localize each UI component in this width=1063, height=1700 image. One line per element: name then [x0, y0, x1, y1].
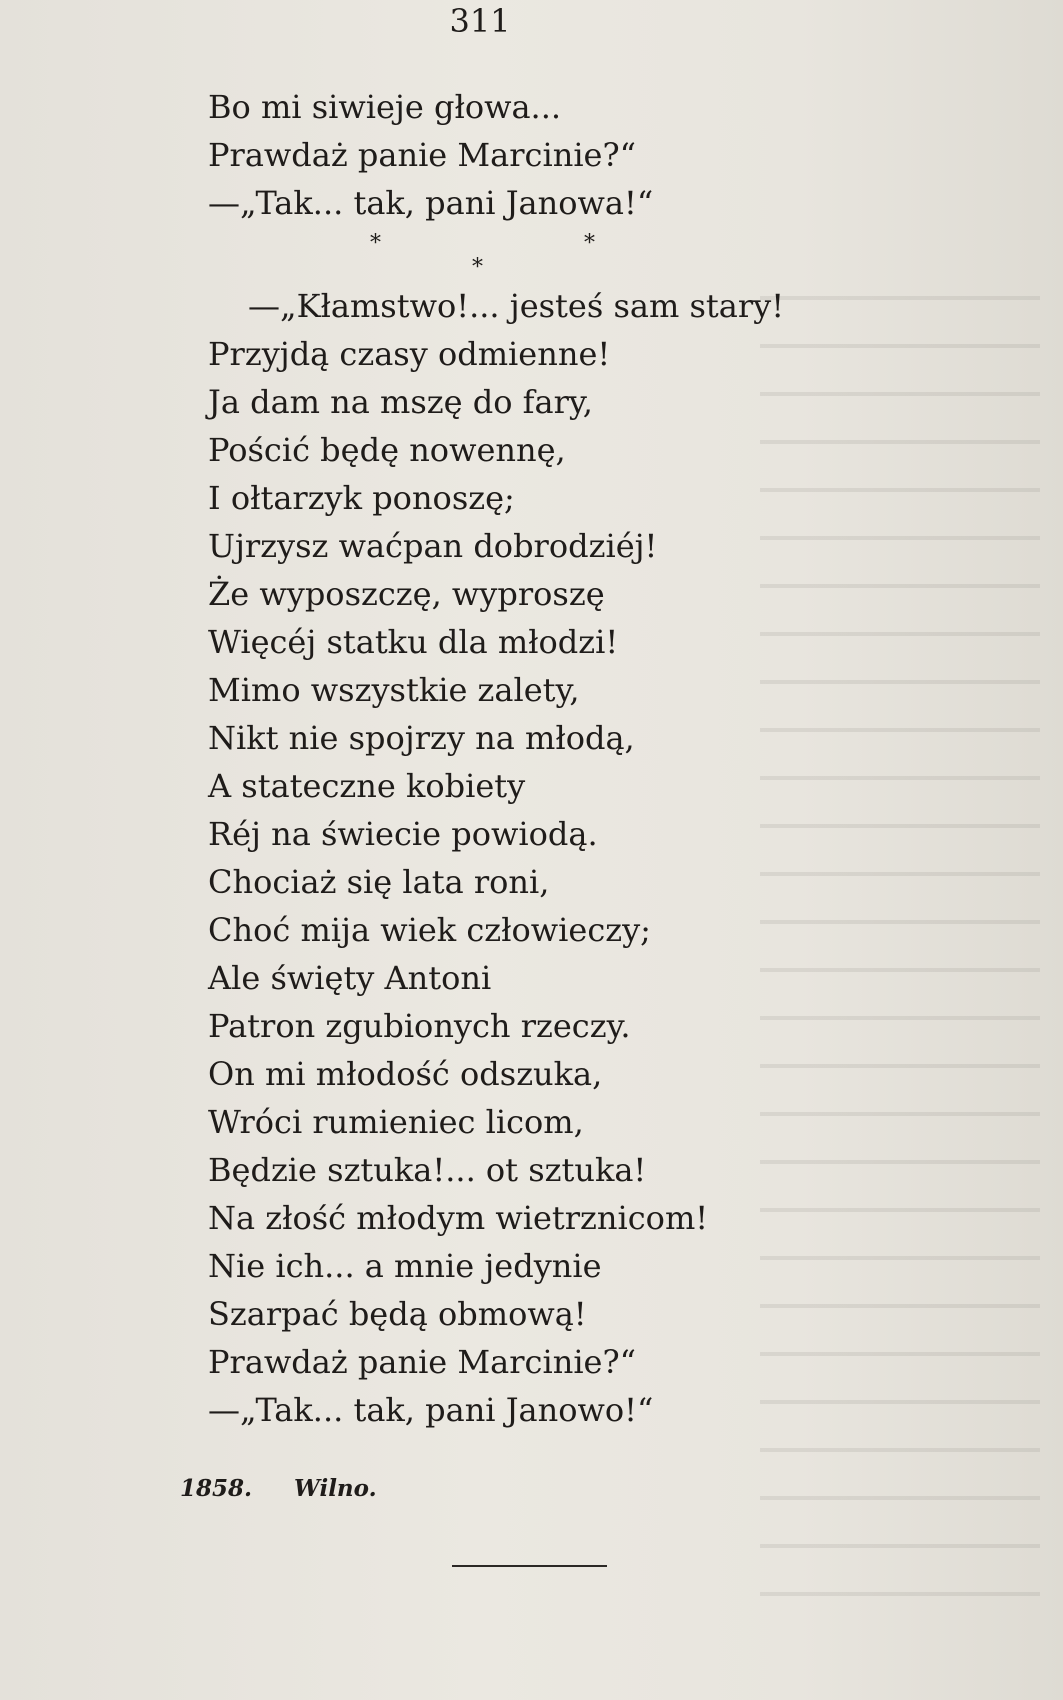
poem-line: Wróci rumieniec licom, [208, 1103, 584, 1141]
poem-line: Chociaż się lata roni, [208, 863, 550, 901]
poem-line: —„Tak... tak, pani Janowo!“ [208, 1391, 654, 1429]
poem-line: Mimo wszystkie zalety, [208, 671, 580, 709]
poem-line: Szarpać będą obmową! [208, 1295, 587, 1333]
asterism-star: * [370, 231, 381, 256]
poem-line: Że wyposzczę, wyproszę [208, 575, 605, 613]
poem-line: Na złość młodym wietrznicom! [208, 1199, 709, 1237]
poem-line: A stateczne kobiety [208, 767, 526, 805]
asterism-divider [208, 227, 848, 282]
poem-line: Bo mi siwieje głowa... [208, 88, 562, 126]
poem-line: Nie ich... a mnie jedynie [208, 1247, 602, 1285]
poem-line: On mi młodość odszuka, [208, 1055, 603, 1093]
poem-line: Réj na świecie powiodą. [208, 815, 598, 853]
poem-line: Więcéj statku dla młodzi! [208, 623, 619, 661]
poem-line: Pościć będę nowennę, [208, 431, 566, 469]
end-rule [452, 1565, 607, 1567]
poem-text [208, 83, 848, 1434]
poem-line: Będzie sztuka!... ot sztuka! [208, 1151, 647, 1189]
poem-line: Patron zgubionych rzeczy. [208, 1007, 631, 1045]
poem-line: Ja dam na mszę do fary, [208, 383, 593, 421]
dateline-place: Wilno. [294, 1475, 377, 1502]
poem-line: Choć mija wiek człowieczy; [208, 911, 651, 949]
page-number: 311 [449, 2, 511, 40]
poem-line: I ołtarzyk ponoszę; [208, 479, 515, 517]
dateline [180, 1475, 377, 1502]
poem-line: —„Kłamstwo!... jesteś sam stary! [248, 287, 785, 325]
poem-line: Ujrzysz waćpan dobrodziéj! [208, 527, 658, 565]
poem-line: —„Tak... tak, pani Janowa!“ [208, 184, 654, 222]
asterism-star: * [584, 231, 595, 256]
poem-line: Przyjdą czasy odmienne! [208, 335, 611, 373]
dateline-year: 1858. [180, 1475, 253, 1502]
poem-line: Prawdaż panie Marcinie?“ [208, 136, 636, 174]
asterism-star: * [472, 255, 483, 280]
poem-line: Ale święty Antoni [208, 959, 492, 997]
poem-line: Nikt nie spojrzy na młodą, [208, 719, 635, 757]
poem-line: Prawdaż panie Marcinie?“ [208, 1343, 636, 1381]
